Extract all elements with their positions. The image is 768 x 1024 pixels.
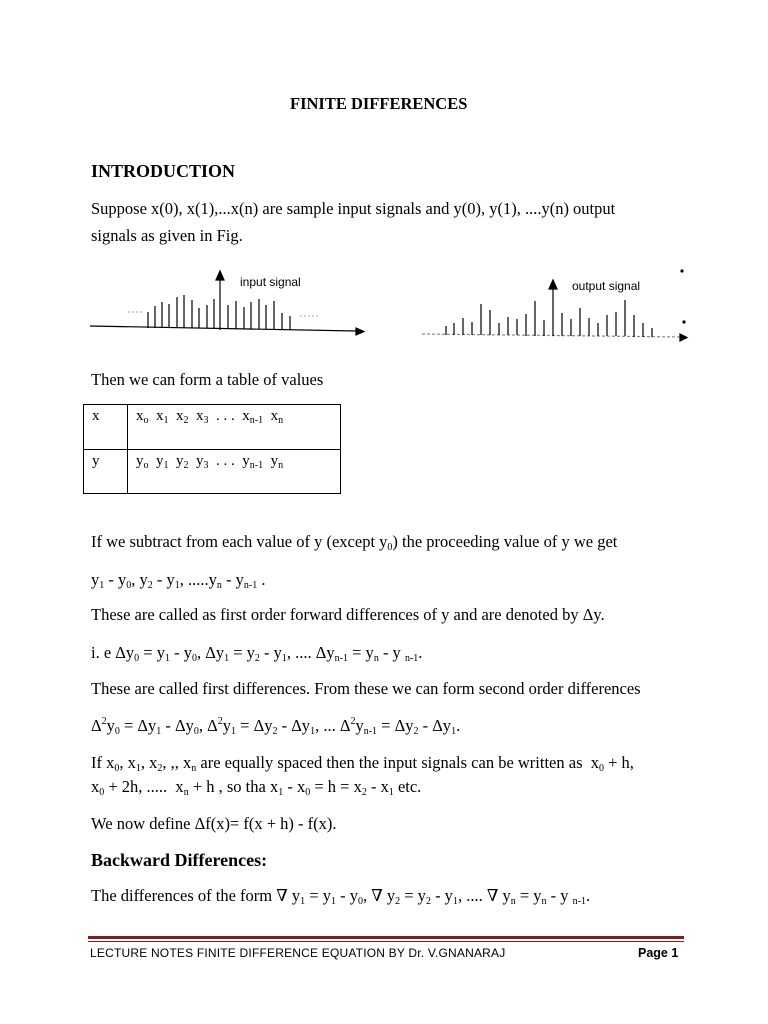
table-intro: Then we can form a table of values bbox=[91, 370, 324, 389]
output-samples bbox=[446, 300, 652, 337]
output-up-arrow bbox=[549, 280, 557, 289]
output-axis-arrow bbox=[680, 334, 687, 341]
table-header-x: x bbox=[84, 405, 128, 450]
para-equally-spaced-2: $x_0 + 2h$, ..... $x_n + h$ , so tha $x_1 - x_0 = h = x_2 - x_1$ etc. bbox=[91, 777, 422, 798]
intro-line-2: signals as given in Fig. bbox=[91, 226, 243, 245]
para-second-order: These are called first differences. From these we can form second order differences bbox=[91, 679, 641, 698]
output-signal-figure bbox=[418, 268, 693, 348]
table-row-y bbox=[84, 449, 341, 494]
differences-line: $y_1 - y_0$, $y_2 - y_1$, $.....y_n - y_{n-1}$ . bbox=[91, 570, 266, 591]
input-samples bbox=[148, 295, 290, 330]
para-define-delta: We now define Δf(x)= f(x + h) - f(x). bbox=[91, 814, 337, 833]
footer-lecture-notes: LECTURE NOTES FINITE DIFFERENCE EQUATION BY Dr. V.GNANARAJ bbox=[90, 946, 506, 960]
table-cells-x: $x_o$ $x_1$ $x_2$ $x_3$ . . . $x_{n-1}$ $x_n$ bbox=[128, 405, 341, 450]
output-axis-line bbox=[422, 334, 680, 337]
footer-rule-thin bbox=[88, 941, 684, 942]
input-axis-arrow bbox=[356, 328, 364, 335]
input-signal-label: input signal bbox=[240, 275, 301, 289]
footer-page-number: Page 1 bbox=[638, 946, 679, 960]
output-signal-label: output signal bbox=[572, 279, 641, 293]
page-title: FINITE DIFFERENCES bbox=[290, 94, 468, 113]
values-table bbox=[83, 404, 341, 494]
table-row-x bbox=[84, 405, 341, 450]
para-forward-differences: These are called as first order forward differences of y and are denoted by Δy. bbox=[91, 605, 605, 624]
intro-heading: INTRODUCTION bbox=[91, 161, 236, 181]
footer-rule-thick bbox=[88, 936, 684, 939]
para-equally-spaced: If $x_0$, $x_1$, $x_2$, ,, $x_n$ are equally spaced then the input signals can be written as $x_0 + h$, bbox=[91, 753, 634, 774]
input-signal-figure bbox=[88, 268, 368, 343]
table-header-y: y bbox=[84, 449, 128, 494]
backward-equations: The differences of the form ∇ $y_1 = y_1 - y_0$, ∇ $y_2 = y_2 - y_1$, .... ∇ $y_n = y_n - y$ $_{n-1}$. bbox=[91, 886, 591, 907]
table-cells-y: $y_o$ $y_1$ $y_2$ $y_3$ . . . $y_{n-1}$ $y_n$ bbox=[128, 449, 341, 494]
intro-line-1: Suppose x(0), x(1),...x(n) are sample input signals and y(0), y(1), ....y(n) output bbox=[91, 199, 616, 218]
input-axis-line bbox=[90, 326, 356, 331]
input-up-arrow bbox=[216, 271, 224, 280]
para-subtract: If we subtract from each value of y (except $y_0$) the proceeding value of y we get bbox=[91, 532, 618, 553]
backward-heading: Backward Differences: bbox=[91, 850, 268, 870]
forward-difference-equations: i. e $\Delta y_0 = y_1 - y_0$, $\Delta y_1 = y_2 - y_1$, .... $\Delta y_{n-1} = y_n - y$ $_{n-1}$. bbox=[91, 643, 423, 664]
second-order-equations: $\Delta^2y_0 = \Delta y_1 - \Delta y_0$, $\Delta^2y_1 = \Delta y_2 - \Delta y_1$, ... $\Delta^2y_{n-1} = \Delta y_2 - \Delta y_1$. bbox=[91, 716, 461, 737]
